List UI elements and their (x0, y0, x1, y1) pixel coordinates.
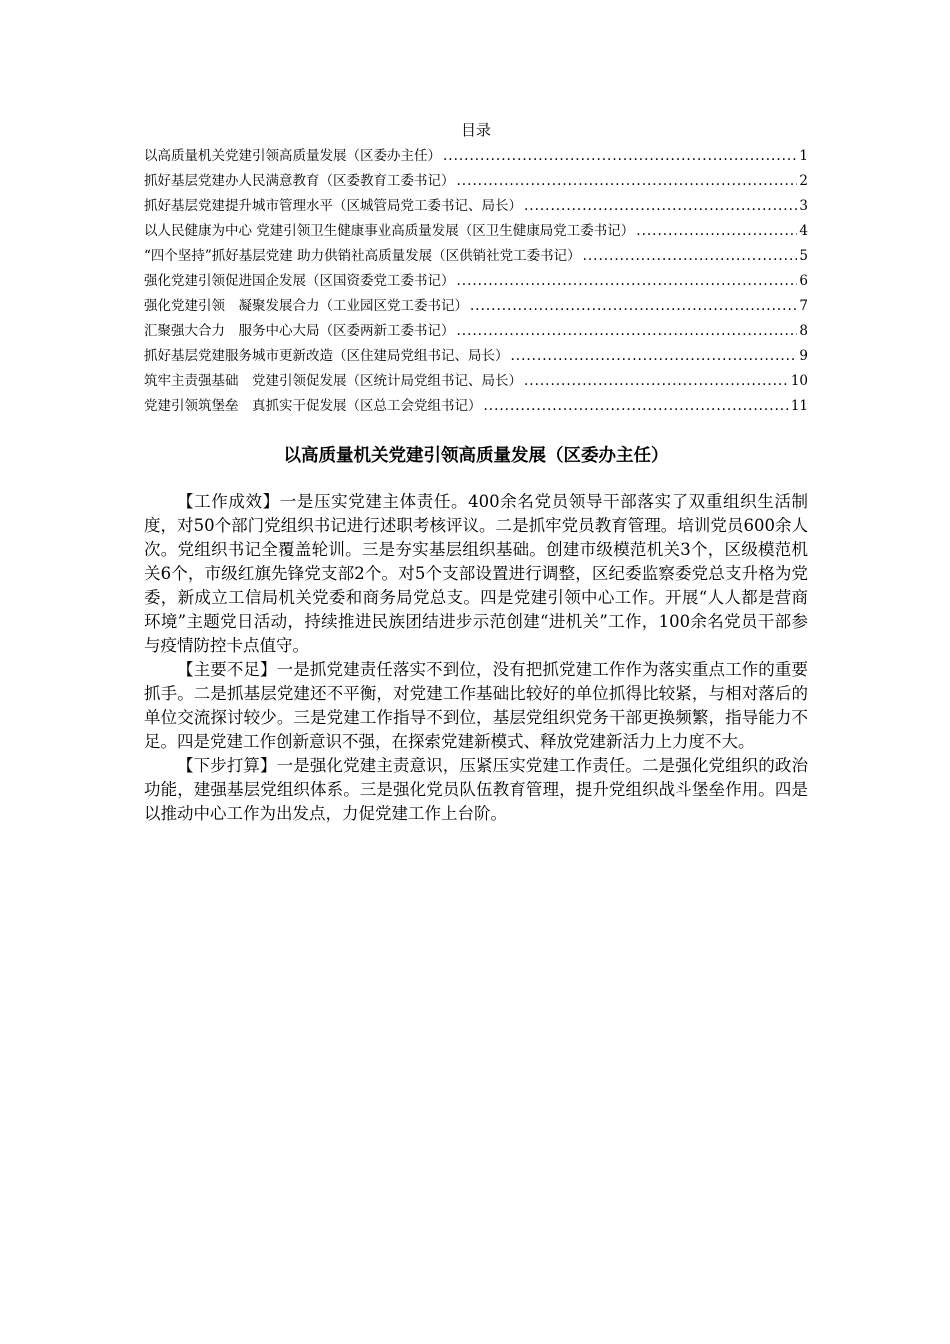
toc-leader-dots (470, 294, 797, 319)
toc-entry-text: 抓好基层党建服务城市更新改造（区住建局党组书记、局长） (144, 348, 509, 364)
toc-entry-text: 汇聚强大合力 服务中心大局（区委两新工委书记） (144, 323, 455, 339)
toc-entry-text: 筑牢主责强基础 党建引领促发展（区统计局党组书记、局长） (144, 373, 522, 389)
toc-title: 目录 (460, 121, 491, 139)
toc-entry-page: 4 (799, 223, 808, 239)
toc-entry-text: “四个坚持”抓好基层党建 助力供销社高质量发展（区供销社党工委书记） (144, 248, 581, 264)
article-paragraph-next-steps: 【下步打算】一是强化党建主责意识，压紧压实党建工作责任。二是强化党组织的政治功能，建强基层党组织体系。三是强化党员队伍教育管理，提升党组织战斗堡垒作用。四是以推动中心工作为出发点，力促党建工作上台阶。 (144, 756, 808, 823)
article-paragraph-results: 【工作成效】一是压实党建主体责任。400余名党员领导干部落实了双重组织生活制度，对50个部门党组织书记进行述职考核评议。二是抓牢党员教育管理。培训党员600余人次。党组织书记全覆盖轮训。三是夯实基层组织基础。创建市级模范机关3个，区级模范机关6个，市级红旗先锋党支部2个。对5个支部设置进行调整，区纪委监察委党总支升格为党委，新成立工信局机关党委和商务局党总支。四是党建引领中心工作。开展“人人都是营商环境”主题党日活动，持续推进民族团结进步示范创建“进机关”工作，100余名党员干部参与疫情防控卡点值守。 (144, 492, 808, 655)
toc-entry[interactable] (144, 219, 808, 244)
toc-entry-page: 1 (799, 148, 808, 164)
toc-entry-page: 10 (790, 373, 808, 389)
toc-entry-text: 强化党建引领 凝聚发展合力（工业园区党工委书记） (144, 298, 468, 314)
toc-leader-dots (484, 394, 789, 419)
toc-entry-text: 党建引领筑堡垒 真抓实干促发展（区总工会党组书记） (144, 398, 482, 414)
toc-entry-text: 强化党建引领促进国企发展（区国资委党工委书记） (144, 273, 455, 289)
toc-leader-dots (457, 319, 798, 344)
toc-entry-text: 抓好基层党建提升城市管理水平（区城管局党工委书记、局长） (144, 198, 522, 214)
toc-entry-page: 8 (799, 323, 808, 339)
toc-entry-page: 11 (790, 398, 808, 414)
toc-leader-dots (457, 269, 798, 294)
toc-entry-page: 9 (799, 348, 808, 364)
toc-entry[interactable] (144, 269, 808, 294)
toc-leader-dots (583, 244, 798, 269)
toc-list (144, 144, 808, 419)
toc-entry-page: 6 (799, 273, 808, 289)
toc-leader-dots (443, 144, 797, 169)
toc-entry[interactable] (144, 169, 808, 194)
toc-entry-page: 5 (799, 248, 808, 264)
toc-entry[interactable] (144, 319, 808, 344)
toc-entry-text: 以人民健康为中心 党建引领卫生健康事业高质量发展（区卫生健康局党工委书记） (144, 223, 635, 239)
toc-leader-dots (524, 194, 797, 219)
toc-entry-text: 抓好基层党建办人民满意教育（区委教育工委书记） (144, 173, 455, 189)
toc-entry-text: 以高质量机关党建引领高质量发展（区委办主任） (144, 148, 441, 164)
article-title: 以高质量机关党建引领高质量发展（区委办主任） (283, 446, 669, 466)
toc-entry[interactable] (144, 344, 808, 369)
toc-entry[interactable] (144, 369, 808, 394)
article-paragraph-shortcomings: 【主要不足】一是抓党建责任落实不到位，没有把抓党建工作作为落实重点工作的重要抓手。二是抓基层党建还不平衡，对党建工作基础比较好的单位抓得比较紧，与相对落后的单位交流探讨较少。三是党建工作指导不到位，基层党组织党务干部更换频繁，指导能力不足。四是党建工作创新意识不强，在探索党建新模式、释放党建新活力上力度不大。 (144, 660, 808, 751)
document-page (144, 120, 808, 826)
toc-entry-page: 3 (799, 198, 808, 214)
toc-leader-dots (524, 369, 789, 394)
toc-entry-page: 7 (799, 298, 808, 314)
toc-entry[interactable] (144, 144, 808, 169)
toc-leader-dots (511, 344, 798, 369)
toc-leader-dots (457, 169, 798, 194)
toc-entry[interactable] (144, 294, 808, 319)
toc-entry[interactable] (144, 194, 808, 219)
toc-leader-dots (636, 219, 797, 244)
toc-entry[interactable] (144, 394, 808, 419)
toc-entry[interactable] (144, 244, 808, 269)
toc-entry-page: 2 (799, 173, 808, 189)
